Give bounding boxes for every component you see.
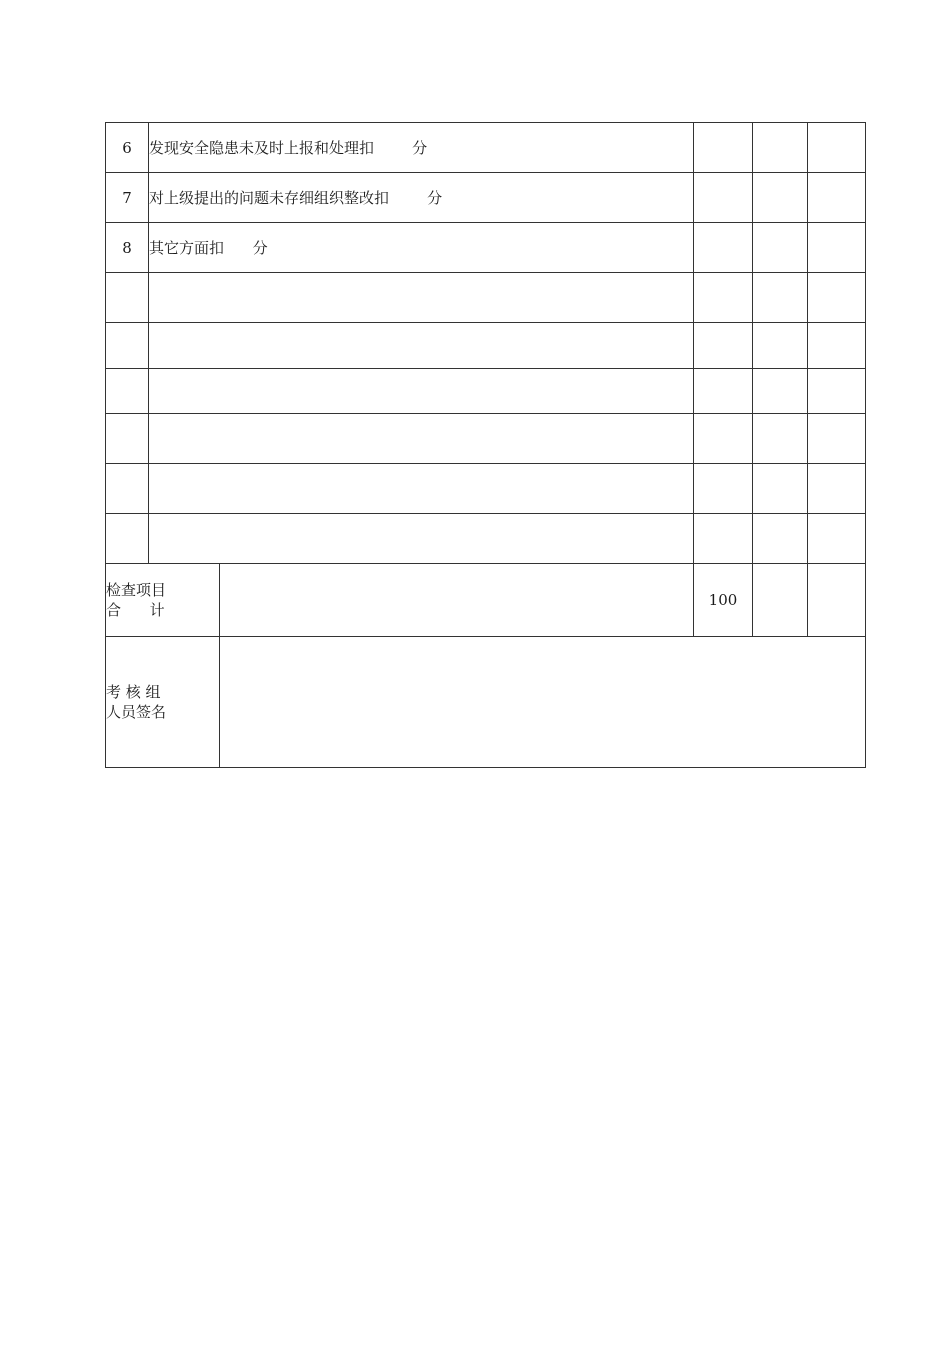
score-cell[interactable] bbox=[694, 273, 753, 323]
remark-cell[interactable] bbox=[808, 123, 866, 173]
table-row bbox=[106, 173, 866, 223]
signature-field[interactable] bbox=[220, 637, 866, 768]
signature-row bbox=[106, 637, 866, 768]
item-description: 其它方面扣 分 bbox=[149, 223, 694, 273]
inspection-score-sheet bbox=[105, 122, 865, 768]
item-number[interactable] bbox=[106, 369, 149, 414]
total-label bbox=[106, 564, 220, 637]
score-cell[interactable] bbox=[694, 464, 753, 514]
item-number[interactable] bbox=[106, 323, 149, 369]
item-number[interactable] bbox=[106, 273, 149, 323]
item-number: 8 bbox=[106, 223, 149, 273]
item-description[interactable] bbox=[149, 414, 694, 464]
deduction-cell[interactable] bbox=[753, 223, 808, 273]
deduction-cell[interactable] bbox=[753, 414, 808, 464]
score-cell[interactable] bbox=[694, 123, 753, 173]
item-description[interactable] bbox=[149, 323, 694, 369]
item-description: 发现安全隐患未及时上报和处理扣 分 bbox=[149, 123, 694, 173]
item-description: 对上级提出的问题未存细组织整改扣 分 bbox=[149, 173, 694, 223]
table-row bbox=[106, 414, 866, 464]
deduction-cell[interactable] bbox=[753, 273, 808, 323]
score-cell[interactable] bbox=[694, 414, 753, 464]
summary-row bbox=[106, 564, 866, 637]
item-number[interactable] bbox=[106, 464, 149, 514]
table-row bbox=[106, 323, 866, 369]
score-cell[interactable] bbox=[694, 369, 753, 414]
remark-cell[interactable] bbox=[808, 514, 866, 564]
table-row bbox=[106, 369, 866, 414]
item-number[interactable] bbox=[106, 514, 149, 564]
remark-cell[interactable] bbox=[808, 273, 866, 323]
total-remark-cell[interactable] bbox=[808, 564, 866, 637]
table-row bbox=[106, 464, 866, 514]
table-row bbox=[106, 514, 866, 564]
table-row bbox=[106, 273, 866, 323]
signature-label-line: 考 核 组 bbox=[106, 683, 161, 701]
deduction-cell[interactable] bbox=[753, 464, 808, 514]
remark-cell[interactable] bbox=[808, 173, 866, 223]
signature-label bbox=[106, 637, 220, 768]
score-cell[interactable] bbox=[694, 223, 753, 273]
item-description[interactable] bbox=[149, 514, 694, 564]
total-label-line: 合 计 bbox=[106, 601, 165, 619]
total-deduction-cell[interactable] bbox=[753, 564, 808, 637]
item-number: 6 bbox=[106, 123, 149, 173]
deduction-cell[interactable] bbox=[753, 173, 808, 223]
remark-cell[interactable] bbox=[808, 464, 866, 514]
signature-label-line: 人员签名 bbox=[106, 703, 167, 721]
item-number[interactable] bbox=[106, 414, 149, 464]
item-description[interactable] bbox=[149, 464, 694, 514]
total-label-line: 检查项目 bbox=[106, 581, 167, 599]
deduction-cell[interactable] bbox=[753, 123, 808, 173]
deduction-cell[interactable] bbox=[753, 514, 808, 564]
deduction-cell[interactable] bbox=[753, 323, 808, 369]
item-description[interactable] bbox=[149, 273, 694, 323]
score-cell[interactable] bbox=[694, 514, 753, 564]
score-table bbox=[105, 122, 866, 768]
item-number: 7 bbox=[106, 173, 149, 223]
score-cell[interactable] bbox=[694, 173, 753, 223]
total-description[interactable] bbox=[220, 564, 694, 637]
deduction-cell[interactable] bbox=[753, 369, 808, 414]
item-description[interactable] bbox=[149, 369, 694, 414]
table-row bbox=[106, 123, 866, 173]
total-score-value: 100 bbox=[694, 564, 753, 637]
remark-cell[interactable] bbox=[808, 369, 866, 414]
score-cell[interactable] bbox=[694, 323, 753, 369]
table-row bbox=[106, 223, 866, 273]
remark-cell[interactable] bbox=[808, 223, 866, 273]
remark-cell[interactable] bbox=[808, 414, 866, 464]
remark-cell[interactable] bbox=[808, 323, 866, 369]
